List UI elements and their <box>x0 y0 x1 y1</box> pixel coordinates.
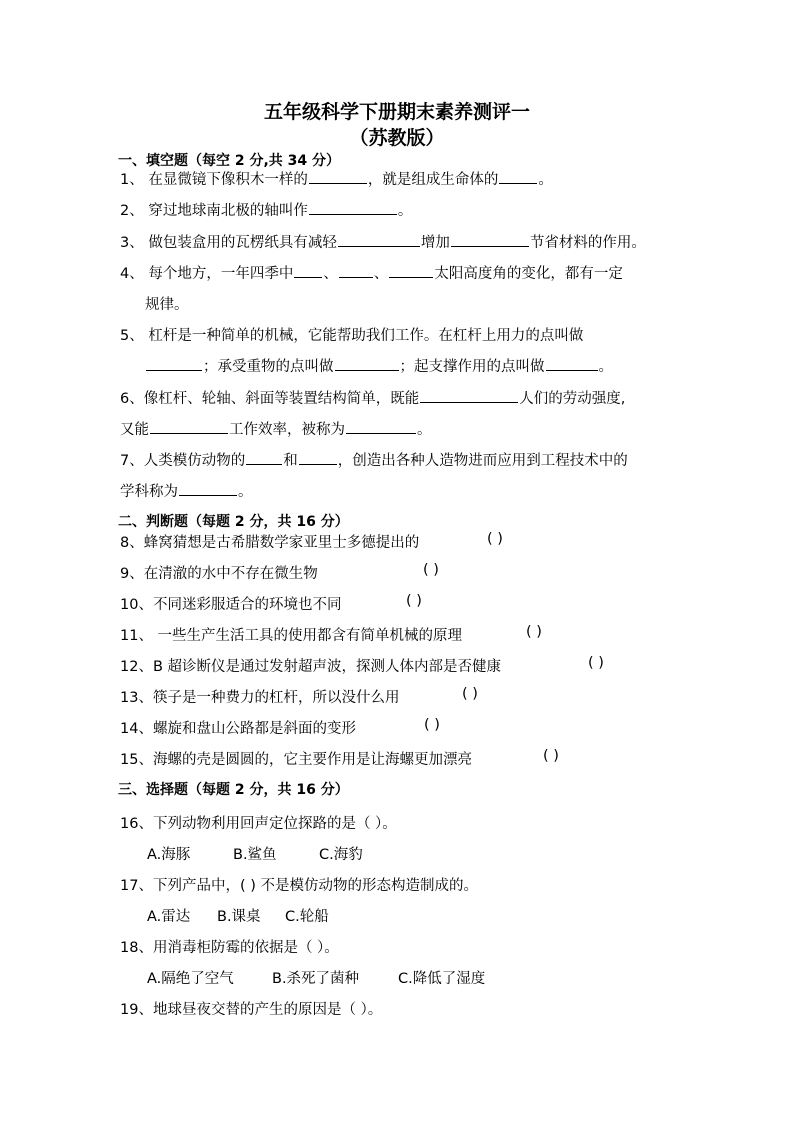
answer-blank[interactable] <box>499 169 537 184</box>
question-4: 4、 每个地方，一年四季中 、 、 太阳高度角的变化，都有一定 <box>120 262 623 283</box>
question-5-cont: ；承受重物的点叫做 ；起支撑作用的点叫做 。 <box>145 355 613 376</box>
option-b[interactable]: B.课桌 <box>217 909 261 925</box>
option-b[interactable]: B.鲨鱼 <box>233 847 277 863</box>
question-7: 7、人类模仿动物的 和 ，创造出各种人造物进而应用到工程技术中的 <box>120 449 628 470</box>
option-c[interactable]: C.轮船 <box>285 909 329 925</box>
answer-blank[interactable] <box>335 356 399 371</box>
answer-blank[interactable] <box>389 263 433 278</box>
question-4-cont: 规律。 <box>145 297 189 313</box>
answer-paren[interactable]: ( ) <box>424 717 440 733</box>
question-18-options <box>147 967 485 988</box>
answer-blank[interactable] <box>294 263 322 278</box>
answer-blank[interactable] <box>346 419 416 434</box>
question-12: 12、B 超诊断仪是通过发射超声波，探测人体内部是否健康 <box>120 659 502 675</box>
question-14: 14、螺旋和盘山公路都是斜面的变形 <box>120 721 356 737</box>
question-2: 2、 穿过地球南北极的轴叫作 。 <box>120 199 412 220</box>
answer-paren[interactable]: ( ) <box>543 748 559 764</box>
question-6-cont: 又能 工作效率，被称为 。 <box>120 418 432 439</box>
question-19: 19、地球昼夜交替的产生的原因是（ ）。 <box>120 1002 383 1018</box>
answer-paren[interactable]: ( ) <box>526 624 542 640</box>
answer-blank[interactable] <box>420 388 518 403</box>
question-6: 6、像杠杆、轮轴、斜面等装置结构简单，既能 人们的劳动强度, <box>120 387 625 408</box>
question-17-options <box>147 905 329 926</box>
question-10: 10、不同迷彩服适合的环境也不同 <box>120 597 342 613</box>
option-a[interactable]: A.隔绝了空气 <box>147 971 234 987</box>
question-3: 3、 做包装盒用的瓦楞纸具有减轻 增加 节省材料的作用。 <box>120 231 646 252</box>
question-16-options <box>147 843 363 864</box>
answer-blank[interactable] <box>339 263 373 278</box>
question-16: 16、下列动物利用回声定位探路的是（ ）。 <box>120 816 397 832</box>
page-subtitle: （苏教版） <box>349 127 445 149</box>
option-a[interactable]: A.海豚 <box>147 847 191 863</box>
question-17: 17、下列产品中，( ) 不是模仿动物的形态构造制成的。 <box>120 878 478 894</box>
question-9: 9、在清澈的水中不存在微生物 <box>120 566 318 582</box>
section-fill-heading: 一、填空题（每空 2 分,共 34 分） <box>118 153 341 169</box>
answer-blank[interactable] <box>309 200 397 215</box>
option-b[interactable]: B.杀死了菌种 <box>272 971 360 987</box>
answer-blank[interactable] <box>246 450 282 465</box>
question-11: 11、 一些生产生活工具的使用都含有简单机械的原理 <box>120 628 463 644</box>
option-a[interactable]: A.雷达 <box>147 909 191 925</box>
answer-blank[interactable] <box>299 450 337 465</box>
question-7-cont: 学科称为 。 <box>120 480 253 501</box>
answer-blank[interactable] <box>338 232 420 247</box>
option-c[interactable]: C.海豹 <box>319 847 363 863</box>
answer-paren[interactable]: ( ) <box>588 655 604 671</box>
section-choice-heading: 三、选择题（每题 2 分，共 16 分） <box>118 782 349 798</box>
question-15: 15、海螺的壳是圆圆的，它主要作用是让海螺更加漂亮 <box>120 752 472 768</box>
question-18: 18、用消毒柜防霉的依据是（ ）。 <box>120 940 339 956</box>
question-8: 8、蜂窝猜想是古希腊数学家亚里士多德提出的 <box>120 535 420 551</box>
question-13: 13、筷子是一种费力的杠杆，所以没什么用 <box>120 690 400 706</box>
option-c[interactable]: C.降低了湿度 <box>398 971 486 987</box>
question-1: 1、 在显微镜下像积木一样的 ，就是组成生命体的 。 <box>120 168 553 189</box>
answer-paren[interactable]: ( ) <box>406 593 422 609</box>
page-title: 五年级科学下册期末素养测评一 <box>263 101 530 123</box>
answer-blank[interactable] <box>546 356 598 371</box>
section-judge-heading: 二、判断题（每题 2 分，共 16 分） <box>118 514 349 530</box>
answer-blank[interactable] <box>451 232 529 247</box>
answer-blank[interactable] <box>179 481 237 496</box>
answer-blank[interactable] <box>146 356 202 371</box>
answer-blank[interactable] <box>309 169 367 184</box>
answer-paren[interactable]: ( ) <box>462 686 478 702</box>
answer-blank[interactable] <box>150 419 228 434</box>
answer-paren[interactable]: ( ) <box>487 531 503 547</box>
answer-paren[interactable]: ( ) <box>423 562 439 578</box>
question-5: 5、 杠杆是一种简单的机械，它能帮助我们工作。在杠杆上用力的点叫做 <box>120 328 584 344</box>
